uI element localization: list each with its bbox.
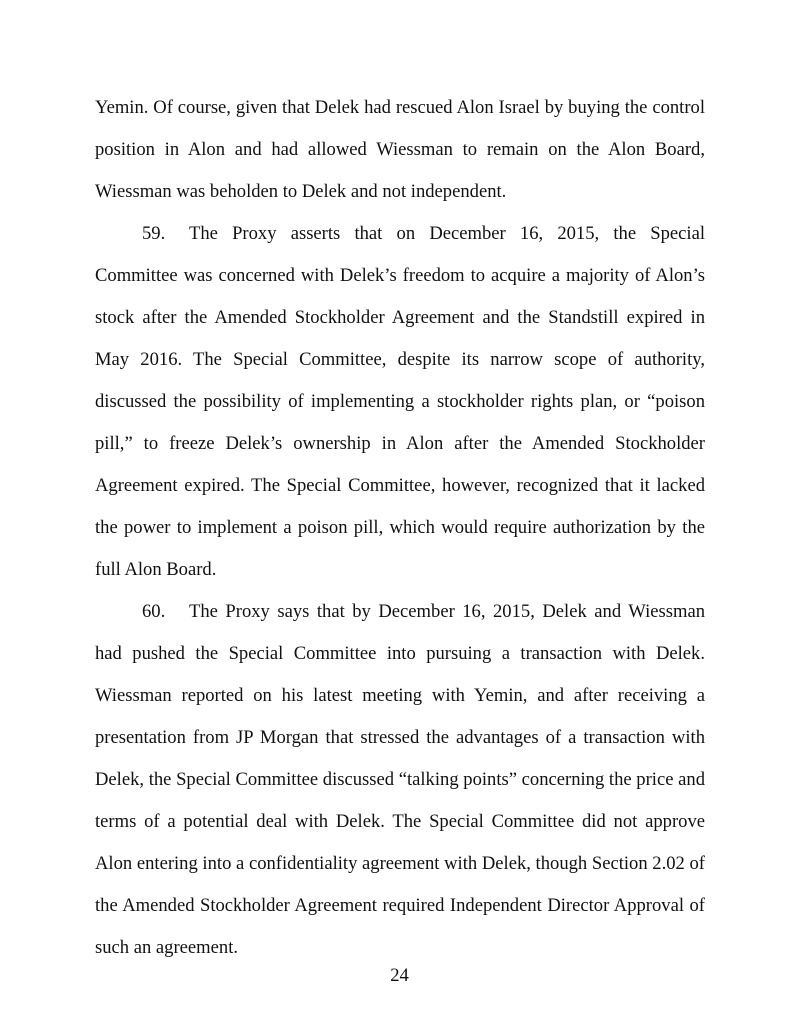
- paragraph-60: [95, 591, 705, 969]
- paragraph-text: The Proxy asserts that on December 16, 2015, the Special Committee was concerned with Delek’s freedom to acquire a majority of Alon’s stock after the Amended Stockholder Agreement and the Standstill expired in May 2016. The Special Committee, despite its narrow scope of authority, discussed the possibility of implementing a stockholder rights plan, or “poison pill,” to freeze Delek’s ownership in Alon after the Amended Stockholder Agreement expired. The Special Committee, however, recognized that it lacked the power to implement a poison pill, which would require authorization by the full Alon Board.: [95, 223, 705, 580]
- document-body: [95, 87, 705, 969]
- paragraph-continuation: [95, 87, 705, 213]
- paragraph-number: 60.: [142, 601, 166, 622]
- page-number: 24: [390, 965, 409, 986]
- paragraph-text: The Proxy says that by December 16, 2015, Delek and Wiessman had pushed the Special Committee into pursuing a transaction with Delek. Wiessman reported on his latest meeting with Yemin, and after receiving a presentation from JP Morgan that stressed the advantages of a transaction with Delek, the Special Committee discussed “talking points” concerning the price and terms of a potential deal with Delek. The Special Committee did not approve Alon entering into a confidentiality agreement with Delek, though Section 2.02 of the Amended Stockholder Agreement required Independent Director Approval of such an agreement.: [95, 601, 705, 958]
- paragraph-text: Yemin. Of course, given that Delek had rescued Alon Israel by buying the control position in Alon and had allowed Wiessman to remain on the Alon Board, Wiessman was beholden to Delek and not independent.: [95, 97, 705, 202]
- paragraph-number: 59.: [142, 223, 166, 244]
- paragraph-59: [95, 213, 705, 591]
